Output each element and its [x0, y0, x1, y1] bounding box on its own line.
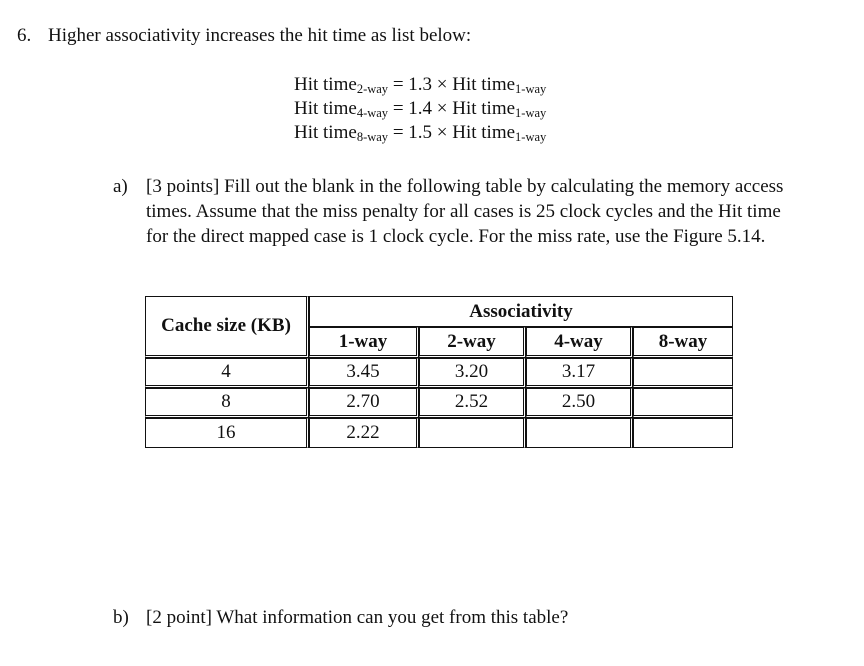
part-a-text [146, 174, 783, 249]
value-cell: 3.45 [309, 358, 419, 388]
part-b-label: b) [113, 607, 129, 628]
value-cell: 3.17 [526, 358, 633, 388]
value-cell: 3.20 [419, 358, 526, 388]
value-cell: 2.22 [309, 418, 419, 448]
column-header-1-way: 1-way [309, 327, 419, 358]
formula-block [294, 73, 546, 145]
column-header-4-way: 4-way [526, 327, 633, 358]
value-cell[interactable] [633, 358, 733, 388]
formula-4-way: Hit time$_{4-way}$ = 1.4 × Hit time$_{1-way}$ [294, 98, 547, 120]
part-a-line: times. Assume that the miss penalty for all cases is 25 clock cycles and the Hit time [146, 201, 781, 222]
table-row [145, 358, 733, 388]
value-cell: 2.50 [526, 388, 633, 418]
formula-8-way: Hit time$_{8-way}$ = 1.5 × Hit time$_{1-way}$ [294, 122, 547, 144]
part-a-line: for the direct mapped case is 1 clock cycle. For the miss rate, use the Figure 5.14. [146, 226, 766, 247]
part-a-line: [3 points] Fill out the blank in the following table by calculating the memory access [146, 176, 784, 197]
value-cell: 2.52 [419, 388, 526, 418]
value-cell[interactable] [526, 418, 633, 448]
column-header-2-way: 2-way [419, 327, 526, 358]
value-cell: 2.70 [309, 388, 419, 418]
formula-2-way: Hit time$_{2-way}$ = 1.3 × Hit time$_{1-way}$ [294, 74, 547, 96]
value-cell[interactable] [633, 418, 733, 448]
value-cell[interactable] [633, 388, 733, 418]
miss-time-table [145, 296, 733, 448]
associativity-header: Associativity [309, 296, 733, 327]
column-header-8-way: 8-way [633, 327, 733, 358]
size-cell: 16 [145, 418, 309, 448]
cache-size-header: Cache size (KB) [145, 296, 309, 358]
table-row [145, 388, 733, 418]
question-number: 6. [17, 25, 32, 46]
part-a-label: a) [113, 176, 128, 197]
table-row [145, 418, 733, 448]
question-text: Higher associativity increases the hit time as list below: [48, 25, 472, 46]
part-b-text: [2 point] What information can you get from this table? [146, 607, 569, 628]
size-cell: 8 [145, 388, 309, 418]
size-cell: 4 [145, 358, 309, 388]
value-cell[interactable] [419, 418, 526, 448]
